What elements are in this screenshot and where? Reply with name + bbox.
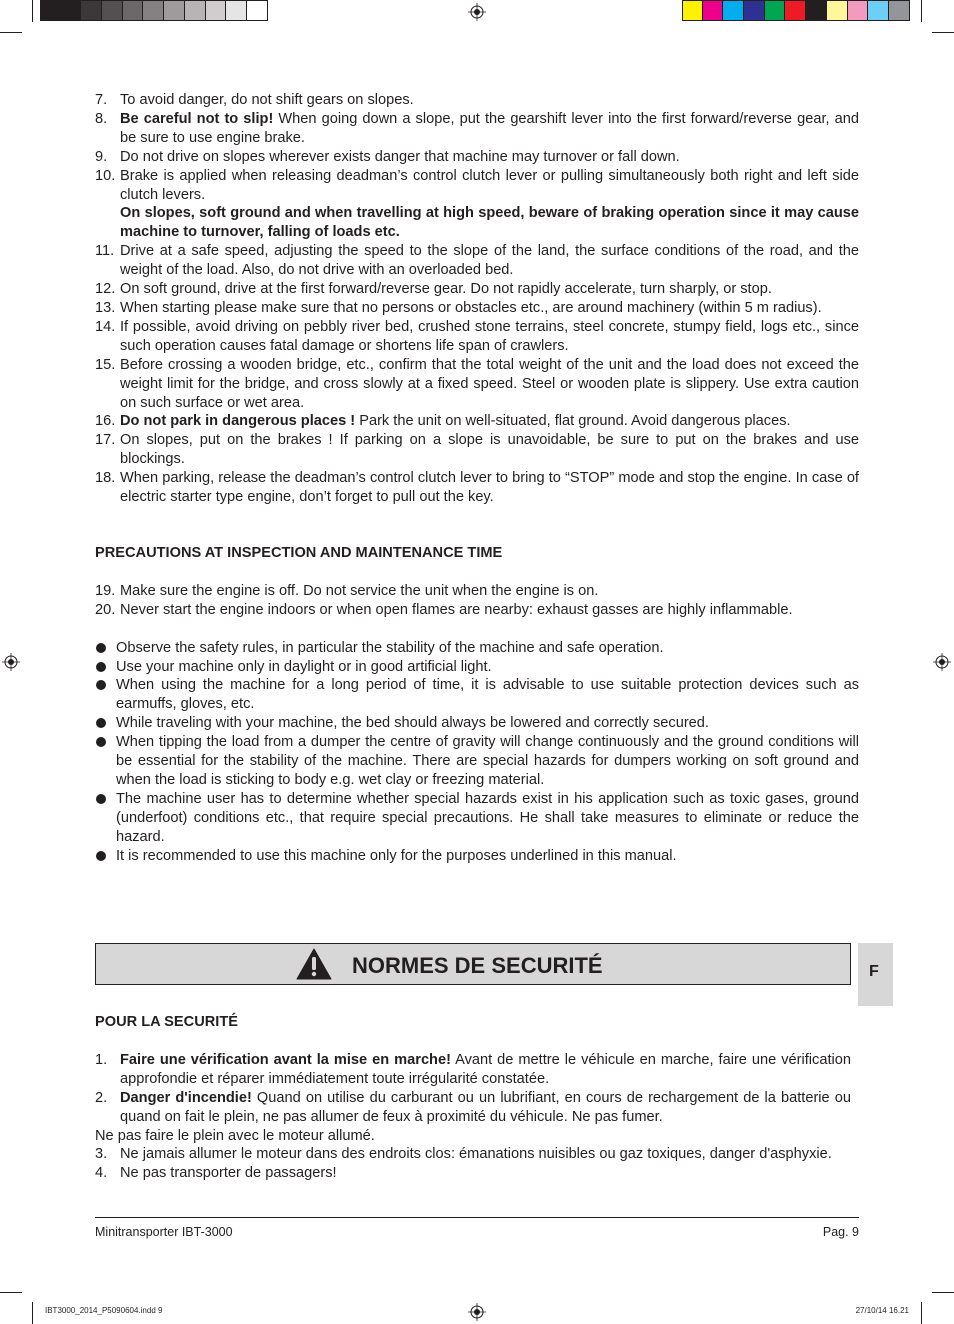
color-swatch (185, 0, 206, 21)
registration-mark-icon (933, 653, 951, 671)
braking-warning-note: On slopes, soft ground and when travelling at high speed, beware of braking operation since it may cause machine to turnover, falling of loads etc. (120, 205, 859, 241)
bullet-dot-icon (95, 676, 116, 714)
color-swatch (123, 0, 144, 21)
item-text (120, 318, 859, 356)
item-body: Before crossing a wooden bridge, etc., confirm that the total weight of the unit and the load does not exceed the weight limit for the bridge, and cross slowly at a fixed speed. Steel or wooden plate is slippery. Use extra caution on such surface or wet area. (120, 356, 859, 411)
footer-title: Minitransporter IBT-3000 (95, 1225, 233, 1239)
crop-mark (32, 1302, 33, 1324)
crop-mark (932, 1292, 954, 1293)
color-swatch (827, 0, 848, 21)
crop-mark (0, 1292, 22, 1293)
item-body: On slopes, put on the brakes ! If parking on a slope is unavoidable, be sure to put on the brakes and use blockings. (120, 432, 859, 468)
item-text (120, 91, 859, 110)
bullet-item (95, 733, 859, 790)
item-body: Avant de mettre le véhicule en marche, faire une vérification approfondie et réparer immédiatement toute irrégularité constatée. (120, 1051, 851, 1087)
item-number: 17. (95, 432, 116, 449)
list-item (95, 1164, 851, 1183)
slug-date: 27/10/14 16.21 (855, 1306, 909, 1315)
registration-mark-icon (2, 653, 20, 671)
color-swatch (806, 0, 827, 21)
color-swatch (744, 0, 765, 21)
numbered-list (95, 1145, 851, 1183)
item-text (120, 1145, 851, 1164)
bullet-dot-icon (95, 790, 116, 847)
item-body: When going down a slope, put the gearshift lever into the first forward/reverse gear, and be sure to use engine brake. (120, 110, 859, 146)
bullet-text: Use your machine only in daylight or in good artificial light. (116, 658, 492, 675)
section-banner (95, 943, 851, 985)
crop-mark (0, 32, 22, 33)
list-item (95, 167, 859, 205)
item-text (120, 110, 859, 148)
item-text (120, 242, 859, 280)
list-item (95, 280, 859, 299)
list-item (95, 242, 859, 280)
item-body: On soft ground, drive at the first forward/reverse gear. Do not rapidly accelerate, turn sharply, or stop. (120, 281, 772, 298)
color-swatch (206, 0, 227, 21)
numbered-list (95, 242, 859, 507)
maintenance-heading: PRECAUTIONS AT INSPECTION AND MAINTENANCE TIME (95, 544, 503, 561)
color-swatch (868, 0, 889, 21)
bullet-dot-icon (95, 733, 116, 790)
french-safety-section (95, 1013, 851, 1183)
item-body: Ne pas transporter de passagers! (120, 1165, 337, 1182)
language-tab (858, 943, 893, 1006)
bullet-dot-icon (95, 658, 116, 677)
item-text (120, 1164, 851, 1183)
item-number: 14. (95, 318, 116, 335)
bullet-list (95, 639, 859, 866)
item-text (120, 1089, 851, 1127)
item-number: 15. (95, 356, 116, 373)
item-number: 2. (95, 1089, 108, 1106)
item-text (120, 148, 859, 167)
color-swatch (226, 0, 247, 21)
item-number: 12. (95, 281, 116, 298)
item-text (120, 582, 859, 601)
color-swatch (102, 0, 123, 21)
list-item (95, 356, 859, 413)
item-body: If possible, avoid driving on pebbly river bed, crushed stone terrains, steel concrete, stumpy field, logs etc., since such operation causes fatal damage or shortens life span of crawlers. (120, 318, 859, 354)
list-item (95, 1051, 851, 1089)
numbered-list (95, 1051, 851, 1127)
bullet-text: When using the machine for a long period of time, it is advisable to use suitable protection devices such as earmuffs, gloves, etc. (116, 677, 859, 713)
item-number: 3. (95, 1146, 108, 1163)
item-text (120, 1051, 851, 1089)
item-text (120, 601, 859, 620)
bullet-text: It is recommended to use this machine only for the purposes underlined in this manual. (116, 847, 677, 864)
item-number: 19. (95, 582, 116, 599)
color-swatch (682, 0, 703, 21)
color-swatch (61, 0, 82, 21)
item-number: 18. (95, 470, 116, 487)
crop-mark (932, 32, 954, 33)
item-text (120, 299, 859, 318)
bullet-item (95, 847, 859, 866)
item-text (120, 356, 859, 413)
color-swatch (765, 0, 786, 21)
item-bold-lead: Danger d'incendie! (120, 1089, 252, 1106)
bullet-text: The machine user has to determine whether special hazards exist in his application such as toxic gases, ground (underfoot) conditions etc., that require special precautions. He shall take measures to eliminate or reduce the hazard. (116, 790, 859, 845)
maintenance-list (95, 582, 859, 620)
item-bold-lead: Be careful not to slip! (120, 110, 274, 127)
item-body: Make sure the engine is off. Do not service the unit when the engine is on. (120, 582, 599, 599)
crop-mark (921, 1302, 922, 1324)
language-tab-label: F (869, 963, 879, 980)
item-body: Drive at a safe speed, adjusting the speed to the slope of the land, the surface conditions of the road, and the weight of the load. Also, do not drive with an overloaded bed. (120, 243, 859, 279)
item-body: Never start the engine indoors or when open flames are nearby: exhaust gasses are highly inflammable. (120, 601, 793, 618)
list-item (95, 91, 859, 110)
slug-file: IBT3000_2014_P5090604.indd 9 (45, 1306, 163, 1315)
bullet-item (95, 676, 859, 714)
bullet-text: When tipping the load from a dumper the centre of gravity will change continuously and the ground conditions will be essential for the stability of the machine. There are special hazards for dumpers working on soft ground and when the load is sticking to body e.g. wet clay or freezing material. (116, 734, 859, 788)
bullet-text: While traveling with your machine, the bed should always be lowered and correctly secured. (116, 715, 709, 732)
item-bold-lead: Faire une vérification avant la mise en marche! (120, 1051, 451, 1068)
color-swatch (848, 0, 869, 21)
registration-mark-icon (468, 1303, 486, 1321)
color-swatch (703, 0, 724, 21)
item-text (120, 412, 859, 431)
list-item (95, 582, 859, 601)
bullet-dot-icon (95, 639, 116, 658)
bullet-dot-icon (95, 714, 116, 733)
item-body: When parking, release the deadman’s control clutch lever to bring to “STOP” mode and stop the engine. In case of electric starter type engine, don’t forget to pull out the key. (120, 470, 859, 506)
list-item (95, 318, 859, 356)
english-safety-section (95, 91, 859, 866)
page-number: Pag. 9 (822, 1225, 859, 1239)
item-number: 11. (95, 243, 115, 260)
color-swatch (164, 0, 185, 21)
banner-title: NORMES DE SECURITÉ (352, 953, 603, 978)
item-bold-lead: Do not park in dangerous places ! (120, 413, 356, 430)
list-item (95, 412, 859, 431)
french-loose-line: Ne pas faire le plein avec le moteur allumé. (95, 1127, 375, 1144)
color-swatch (723, 0, 744, 21)
item-number: 16. (95, 413, 116, 430)
item-body: Do not drive on slopes wherever exists danger that machine may turnover or fall down. (120, 148, 680, 165)
bullet-item (95, 639, 859, 658)
footer-rule (95, 1217, 859, 1218)
list-item (95, 1145, 851, 1164)
color-swatch (143, 0, 164, 21)
item-body: Ne jamais allumer le moteur dans des endroits clos: émanations nuisibles ou gaz toxiques, danger d'asphyxie. (120, 1146, 832, 1163)
list-item (95, 299, 859, 318)
color-swatch (785, 0, 806, 21)
item-number: 4. (95, 1165, 108, 1182)
item-text (120, 469, 859, 507)
list-item (95, 431, 859, 469)
list-item (95, 1089, 851, 1127)
bullet-item (95, 658, 859, 677)
numbered-list (95, 91, 859, 204)
item-number: 13. (95, 299, 116, 316)
registration-mark-icon (468, 3, 486, 21)
color-swatch (247, 0, 268, 21)
item-body: When starting please make sure that no persons or obstacles etc., are around machinery (within 5 m radius). (120, 299, 822, 316)
item-body: To avoid danger, do not shift gears on slopes. (120, 92, 414, 108)
list-item (95, 148, 859, 167)
item-number: 7. (95, 92, 108, 108)
gray-color-bar (40, 0, 268, 21)
item-number: 9. (95, 148, 108, 165)
crop-mark (921, 0, 922, 22)
color-swatch (40, 0, 61, 21)
item-body: Quand on utilise du carburant ou un lubrifiant, en cours de rechargement de la batterie ou quand on fait le plein, ne pas allumer de feux à proximité du véhicule. Ne pas fumer. (120, 1089, 852, 1125)
item-text (120, 280, 859, 299)
bullet-dot-icon (95, 847, 116, 866)
list-item (95, 601, 859, 620)
color-swatch (81, 0, 102, 21)
warning-triangle-icon (296, 948, 332, 980)
item-body: Park the unit on well-situated, flat ground. Avoid dangerous places. (355, 413, 791, 430)
french-heading: POUR LA SECURITÉ (95, 1014, 238, 1030)
item-text (120, 431, 859, 469)
bullet-item (95, 790, 859, 847)
item-body: Brake is applied when releasing deadman’s control clutch lever or pulling simultaneously both right and left side clutch levers. (120, 167, 859, 203)
item-number: 8. (95, 110, 108, 127)
bullet-item (95, 714, 859, 733)
process-color-bar (682, 0, 910, 21)
list-item (95, 110, 859, 148)
item-number: 10. (95, 167, 116, 184)
list-item (95, 469, 859, 507)
bullet-text: Observe the safety rules, in particular the stability of the machine and safe operation. (116, 639, 664, 656)
color-swatch (889, 0, 910, 21)
item-number: 20. (95, 601, 116, 618)
item-text (120, 167, 859, 205)
crop-mark (32, 0, 33, 22)
item-number: 1. (95, 1051, 108, 1068)
